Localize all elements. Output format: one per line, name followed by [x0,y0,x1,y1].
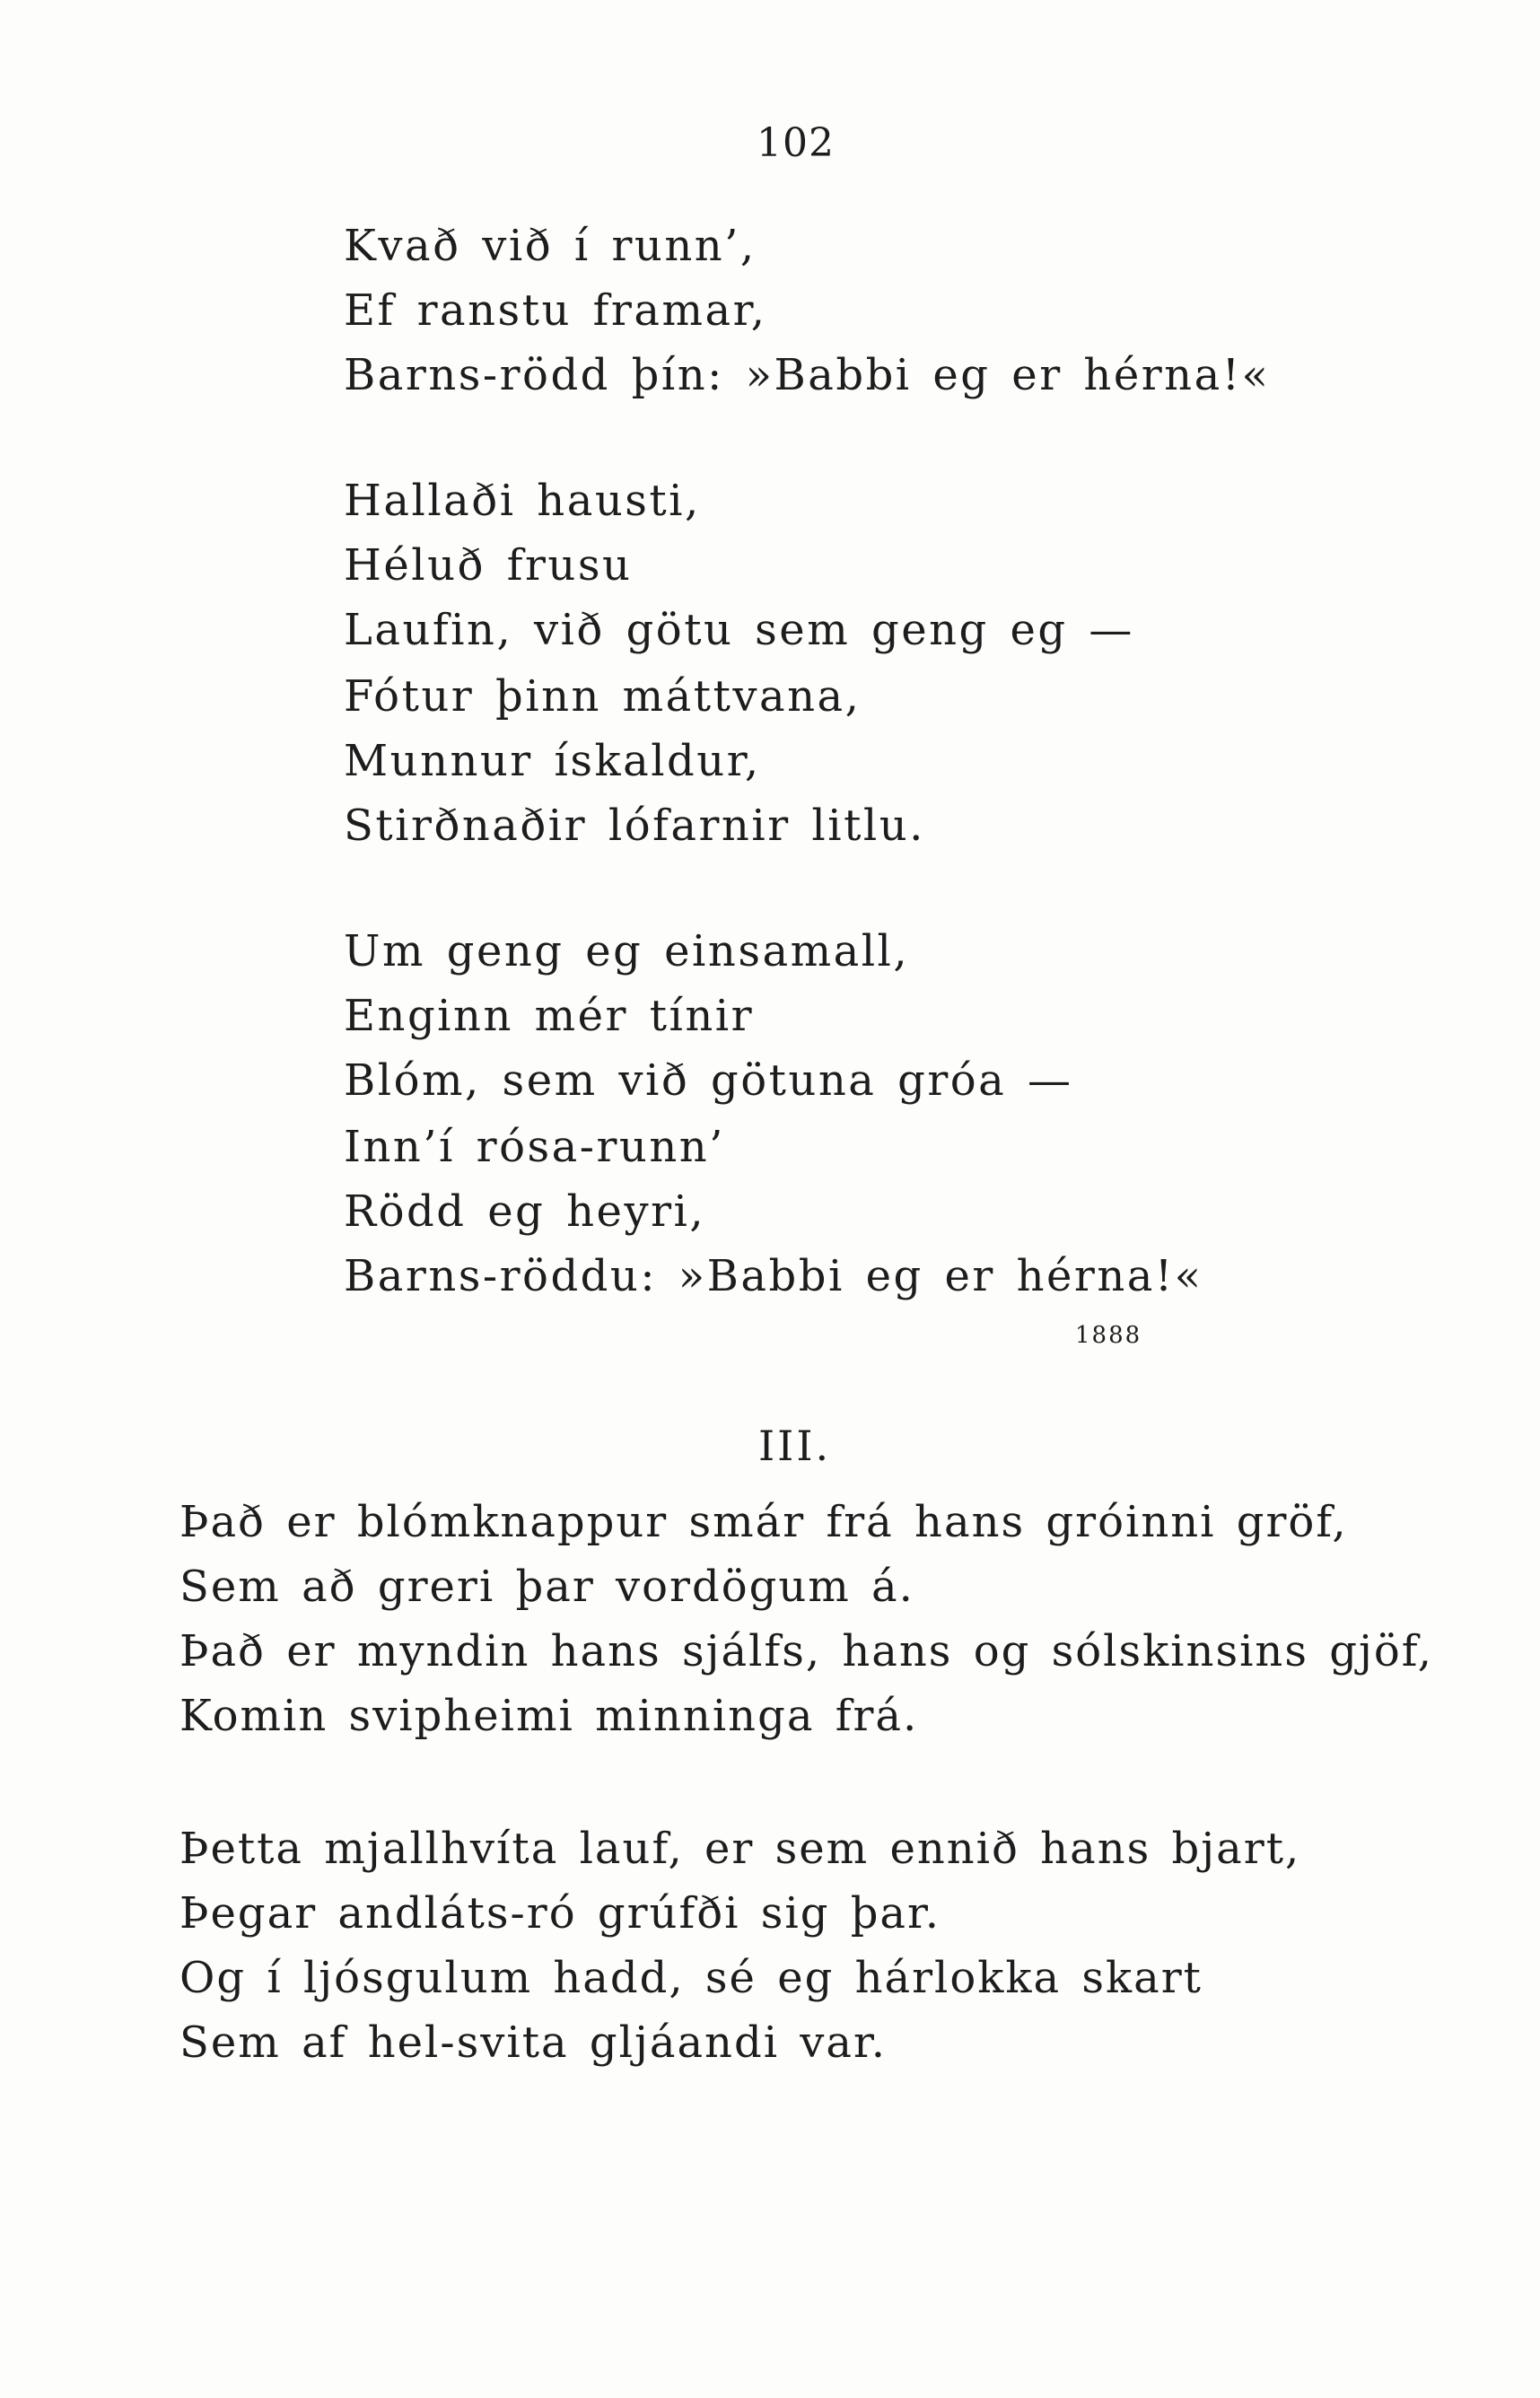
section-heading: III. [758,1422,832,1470]
poem-line: Sem af hel-svita gljáandi var. [179,2017,887,2068]
poem-line: Laufin, við götu sem geng eg — [344,605,1134,655]
poem-line: Þetta mjallhvíta lauf, er sem ennið hans bjart, [179,1824,1301,1874]
poem-line: Sem að greri þar vordögum á. [179,1562,914,1612]
page-number: 102 [757,120,835,166]
poem-line: Ef ranstu framar, [344,285,767,336]
poem-line: Stirðnaðir lófarnir litlu. [344,801,925,851]
poem-line: Rödd eg heyri, [344,1186,706,1237]
poem-line: Barns-röddu: »Babbi eg er hérna!« [344,1251,1203,1301]
poem-line: Komin svipheimi minninga frá. [179,1691,919,1741]
poem-date: 1888 [1075,1322,1142,1349]
poem-line: Blóm, sem við götuna gróa — [344,1055,1073,1106]
poem-line: Um geng eg einsamall, [344,926,910,976]
poem-line: Fótur þinn máttvana, [344,671,862,722]
poem-line: Héluð frusu [344,540,633,591]
poem-line: Inn’í rósa-runn’ [344,1122,725,1172]
poem-line: Barns-rödd þín: »Babbi eg er hérna!« [344,350,1271,400]
poem-line: Kvað við í runn’, [344,221,757,271]
poem-line: Það er myndin hans sjálfs, hans og sólskinsins gjöf, [179,1626,1434,1676]
poem-line: Munnur ískaldur, [344,736,761,786]
poem-line: Hallaði hausti, [344,476,701,526]
poem-line: Þegar andláts-ró grúfði sig þar. [179,1888,941,1939]
poem-line: Og í ljósgulum hadd, sé eg hárlokka skart [179,1953,1203,2003]
poem-line: Enginn mér tínir [344,991,755,1041]
poem-line: Það er blómknappur smár frá hans gróinni gröf, [179,1497,1348,1547]
